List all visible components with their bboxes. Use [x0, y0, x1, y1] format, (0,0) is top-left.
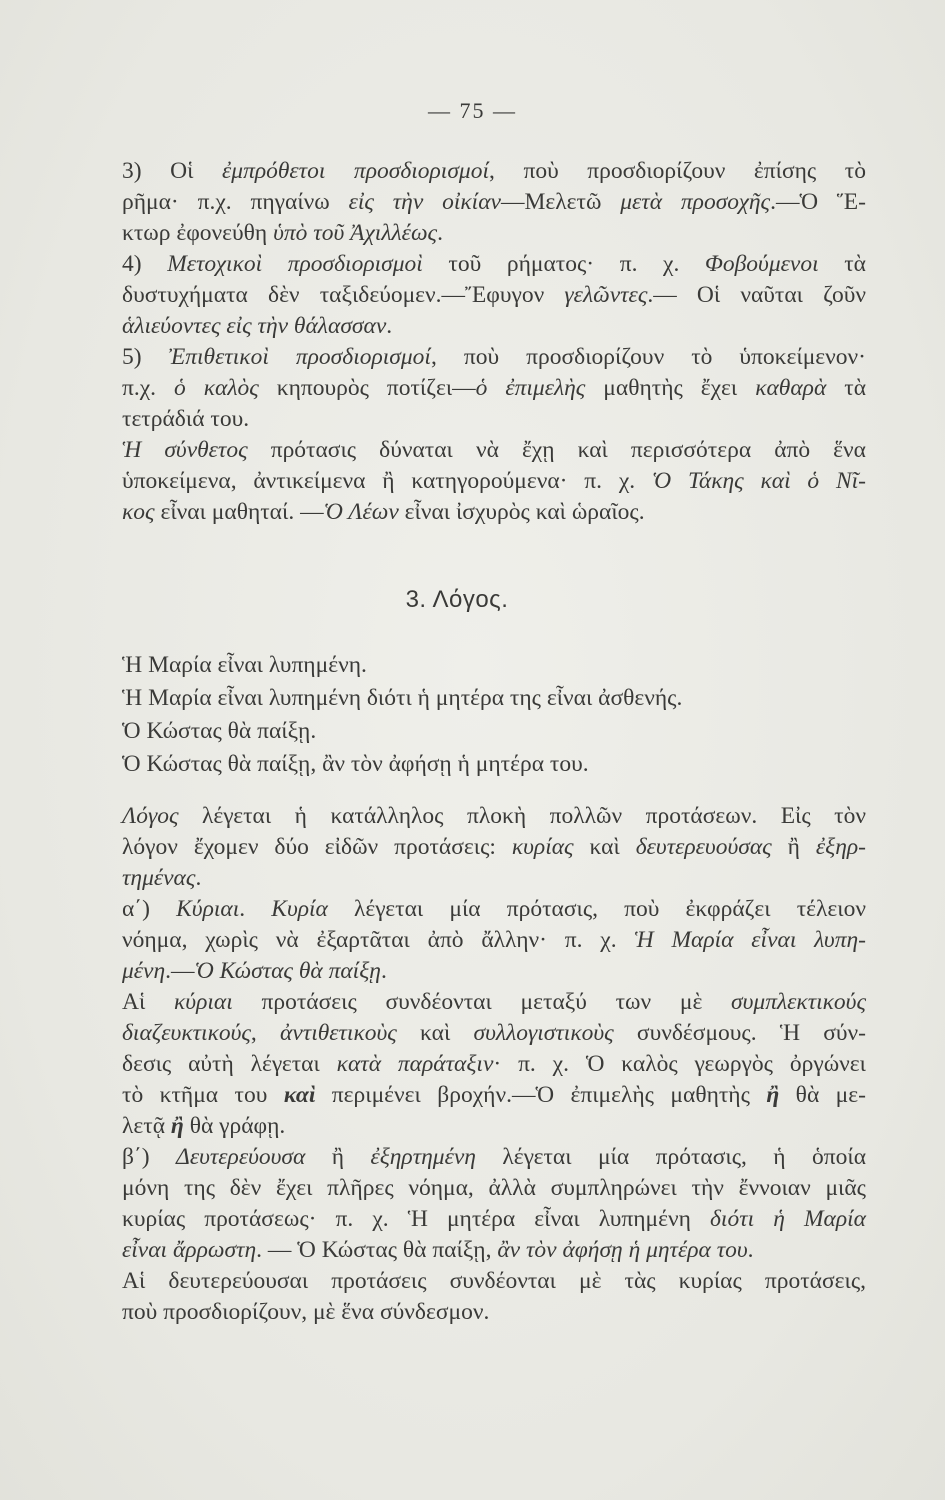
text-line: ὑποκείμενα, ἀντικείμενα ἢ κατηγορούμενα· π. χ. Ὁ Τάκης καὶ ὁ Νῖ-	[122, 468, 866, 494]
paragraph-deutereuousa	[88, 1142, 866, 1266]
text-line: π.χ. ὁ καλὸς κηπουρὸς ποτίζει—ὁ ἐπιμελὴς μαθητὴς ἔχει καθαρὰ τὰ	[122, 375, 867, 401]
text-line: μόνη της δὲν ἔχει πλῆρες νόημα, ἀλλὰ συμπληρώνει τὴν ἔννοιαν μιᾶς	[122, 1175, 866, 1201]
text-line: δεσις αὐτὴ λέγεται κατὰ παράταξιν· π. χ. Ὁ καλὸς γεωργὸς ὀργώνει	[122, 1051, 866, 1077]
text-line: Αἱ δευτερεύουσαι προτάσεις συνδέονται μὲ τὰς κυρίας προτάσεις,	[122, 1268, 866, 1294]
page-number: — 75 —	[428, 98, 517, 123]
paragraph-deutereuousai	[88, 1266, 866, 1328]
text-line: 3) Οἱ ἐμπρόθετοι προσδιορισμοί, ποὺ προσδιορίζουν ἐπίσης τὸ	[122, 158, 867, 184]
example-sentence: Ἡ Μαρία εἶναι λυπημένη.	[122, 652, 367, 678]
section-heading: 3. Λόγος.	[405, 586, 509, 613]
text-line: τετράδιά του.	[122, 406, 250, 432]
text-line: τημένας.	[122, 865, 202, 891]
text-line: Λόγος λέγεται ἡ κατάλληλος πλοκὴ πολλῶν προτάσεων. Εἰς τὸν	[122, 803, 866, 829]
text-line: τὸ κτῆμα του καὶ περιμένει βροχήν.—Ὁ ἐπιμελὴς μαθητὴς ἢ θὰ με-	[122, 1082, 866, 1108]
example-sentence: Ἡ Μαρία εἶναι λυπημένη διότι ἡ μητέρα της εἶναι ἀσθενής.	[122, 685, 683, 711]
paragraph-emprothetoi	[88, 156, 866, 249]
text-line: Ἡ σύνθετος πρότασις δύναται νὰ ἔχῃ καὶ περισσότερα ἀπὸ ἕνα	[122, 437, 866, 463]
text-line: ποὺ προσδιορίζουν, μὲ ἕνα σύνδεσμον.	[122, 1299, 490, 1325]
text-line: κτωρ ἐφονεύθη ὑπὸ τοῦ Ἀχιλλέως.	[122, 220, 443, 246]
paragraph-syndesmoi	[88, 987, 866, 1142]
paragraph-kyriai	[88, 894, 866, 987]
text-line: κος εἶναι μαθηταί. —Ὁ Λέων εἶναι ἰσχυρὸς καὶ ὡραῖος.	[122, 499, 645, 525]
text-line: λετᾷ ἢ θὰ γράφῃ.	[122, 1113, 286, 1139]
paragraph-logos-definition	[88, 801, 866, 894]
text-line: κυρίας προτάσεως· π. χ. Ἡ μητέρα εἶναι λυπημένη διότι ἡ Μαρία	[122, 1206, 866, 1232]
text-line: μένη.—Ὁ Κώστας θὰ παίξῃ.	[122, 958, 387, 984]
paragraph-epithetikoi	[88, 342, 866, 435]
text-line: λόγον ἔχομεν δύο εἰδῶν προτάσεις: κυρίας καὶ δευτερευούσας ἢ ἐξηρ-	[122, 834, 866, 860]
text-line: 4) Μετοχικοὶ προσδιορισμοὶ τοῦ ρήματος· π. χ. Φοβούμενοι τὰ	[122, 251, 866, 277]
page-body	[88, 156, 866, 1328]
example-sentence: Ὁ Κώστας θὰ παίξῃ, ἂν τὸν ἀφήσῃ ἡ μητέρα του.	[122, 751, 589, 777]
spacer	[88, 781, 866, 801]
paragraph-metochikoi	[88, 249, 866, 342]
example-sentence: Ὁ Κώστας θὰ παίξῃ.	[122, 718, 317, 744]
text-line: διαζευκτικούς, ἀντιθετικοὺς καὶ συλλογιστικοὺς συνδέσμους. Ἡ σύν-	[122, 1020, 866, 1046]
text-line: ρῆμα· π.χ. πηγαίνω εἰς τὴν οἰκίαν—Μελετῶ μετὰ προσοχῆς.—Ὁ Ἕ-	[122, 189, 866, 215]
text-line: α΄) Κύριαι. Κυρία λέγεται μία πρότασις, ποὺ ἐκφράζει τέλειον	[122, 896, 867, 922]
text-line: 5) Ἐπιθετικοὶ προσδιορισμοί, ποὺ προσδιορίζουν τὸ ὑποκείμενον·	[122, 344, 866, 370]
text-line: Αἱ κύριαι προτάσεις συνδέονται μεταξύ των μὲ συμπλεκτικούς	[122, 989, 866, 1015]
text-line: β΄) Δευτερεύουσα ἢ ἐξηρτημένη λέγεται μία πρότασις, ἡ ὁποία	[122, 1144, 867, 1170]
text-line: ἁλιεύοντες εἰς τὴν θάλασσαν.	[122, 313, 393, 339]
text-line: δυστυχήματα δὲν ταξιδεύομεν.—Ἔφυγον γελῶντες.— Οἱ ναῦται ζοῦν	[122, 282, 866, 308]
text-line: εἶναι ἄρρωστη. — Ὁ Κώστας θὰ παίξῃ, ἂν τὸν ἀφήσῃ ἡ μητέρα του.	[122, 1237, 754, 1263]
paragraph-synthetos	[88, 435, 866, 528]
text-line: νόημα, χωρὶς νὰ ἐξαρτᾶται ἀπὸ ἄλλην· π. χ. Ἡ Μαρία εἶναι λυπη-	[122, 927, 866, 953]
